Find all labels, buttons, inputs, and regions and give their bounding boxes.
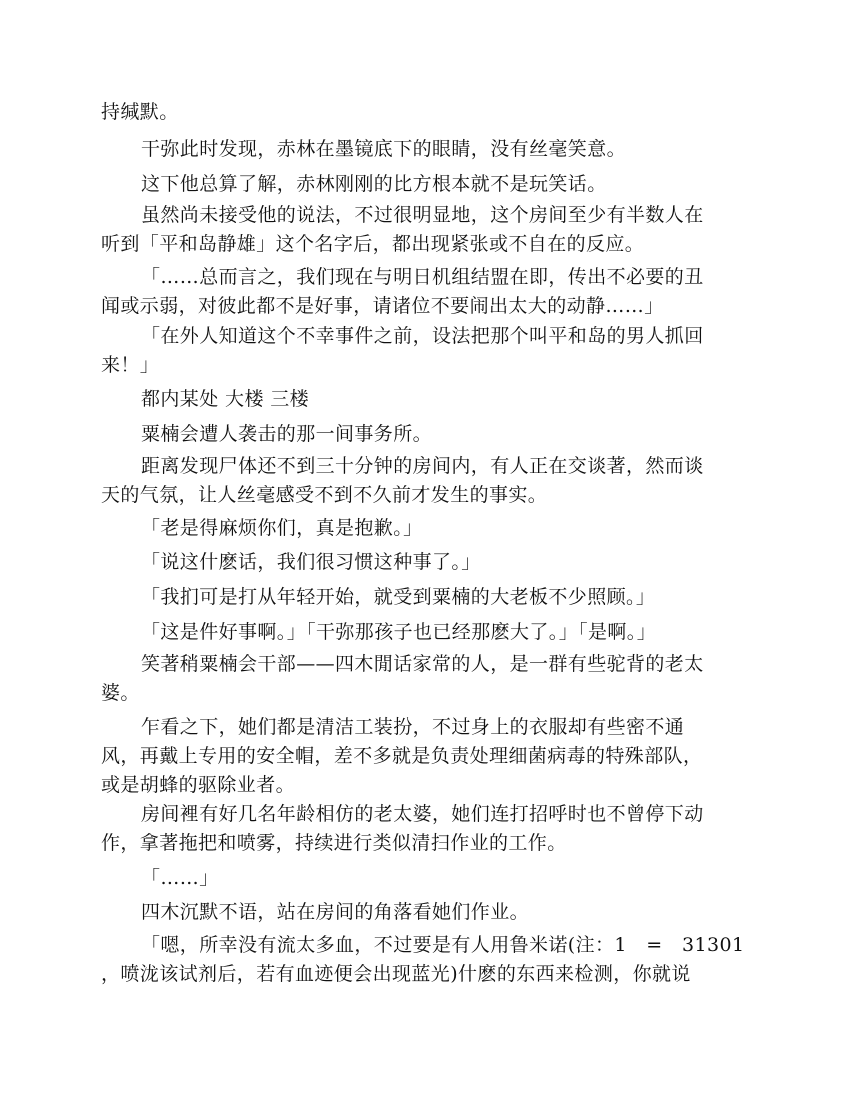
paragraph — [101, 898, 751, 927]
text-line: 「嗯，所幸没有流太多血，不过要是有人用鲁米诺(注：1 = 31301 — [141, 934, 745, 956]
text-line: 婆。 — [101, 682, 140, 704]
text-line: 闻或示弱，对彼此都不是好事，请诸位不要闹出太大的动静……」 — [101, 295, 664, 317]
text-line: 粟楠会遭人袭击的那一间事务所。 — [141, 423, 433, 445]
text-line: 四木沉默不语，站在房间的角落看她们作业。 — [141, 901, 530, 923]
text-line: 或是胡蜂的驱除业者。 — [101, 774, 296, 796]
paragraph — [101, 713, 751, 800]
text-line: 「在外人知道这个不幸事件之前，设法把那个叫平和岛的男人抓回 — [141, 325, 704, 347]
paragraph — [101, 263, 751, 321]
text-line: 虽然尚未接受他的说法，不过很明显地，这个房间至少有半数人在 — [141, 204, 704, 226]
text-line: 持缄默。 — [101, 101, 179, 123]
paragraph — [101, 322, 751, 380]
paragraph — [101, 548, 751, 577]
paragraph — [101, 201, 751, 259]
text-line: 「老是得麻烦你们，真是抱歉。」 — [141, 517, 423, 539]
paragraph — [101, 931, 751, 989]
text-line: 距离发现尸体还不到三十分钟的房间内，有人正在交谈著，然而谈 — [141, 455, 704, 477]
paragraph — [101, 514, 751, 543]
text-line: 来！」 — [101, 354, 160, 376]
paragraph — [101, 800, 751, 858]
text-line: 天的气氛，让人丝毫感受不到不久前才发生的事实。 — [101, 484, 548, 506]
paragraph — [101, 385, 751, 414]
paragraph — [101, 864, 751, 893]
text-line: 作，拿著拖把和喷雾，持续进行类似清扫作业的工作。 — [101, 832, 567, 854]
text-line: 「这是件好事啊。」「干弥那孩子也已经那麽大了。」「是啊。」 — [141, 621, 657, 643]
text-line: 「我扪可是打从年轻开始，就受到粟楠的大老板不少照顾。」 — [141, 586, 656, 608]
text-line: ，喷泷该试剂后，若有血迹便会出现蓝光)什麽的东西来检测，你就说 — [101, 963, 691, 985]
text-line: 「……总而言之，我们现在与明日机组结盟在即，传出不必要的丑 — [141, 266, 704, 288]
paragraph — [101, 452, 751, 510]
paragraph — [101, 98, 751, 127]
text-line: 风，再戴上专用的安全帽，差不多就是负责处理细菌病毒的特殊部队， — [101, 745, 703, 767]
text-line: 笑著稍粟楠会干部——四木閒话家常的人，是一群有些驼背的老太 — [141, 653, 704, 675]
paragraph — [101, 650, 751, 708]
text-line: 这下他总算了解，赤林刚刚的比方根本就不是玩笑话。 — [141, 173, 607, 195]
paragraph — [101, 170, 751, 199]
text-line: 「……」 — [141, 867, 219, 889]
paragraph — [101, 420, 751, 449]
text-line: 干弥此时发现，赤林在墨镜底下的眼睛，没有丝毫笑意。 — [141, 138, 627, 160]
text-line: 听到「平和岛静雄」这个名字后，都出现紧张或不自在的反应。 — [101, 233, 645, 255]
paragraph — [101, 583, 751, 612]
text-line: 乍看之下，她们都是清洁工装扮，不过身上的衣服却有些密不通 — [141, 716, 685, 738]
paragraph — [101, 135, 751, 164]
text-line: 房间裡有好几名年龄相仿的老太婆，她们连打招呼时也不曾停下动 — [141, 803, 704, 825]
text-line: 都内某处 大楼 三楼 — [141, 388, 310, 410]
text-line: 「说这什麽话，我们很习惯这种事了。」 — [141, 551, 481, 573]
paragraph — [101, 618, 751, 647]
